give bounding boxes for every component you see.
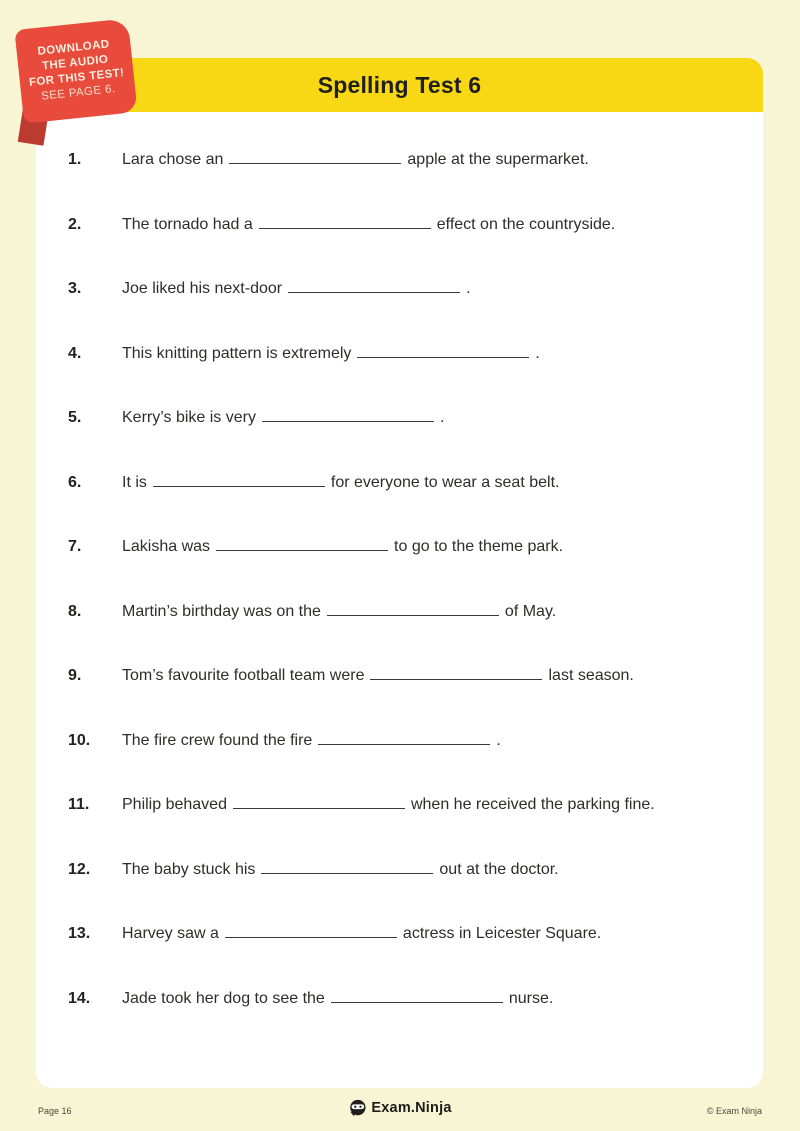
answer-blank-line [327,605,499,616]
question-text-after: nurse. [508,989,554,1007]
badge-text-line: FOR THIS TEST! [28,66,125,89]
question-text-after: actress in Leicester Square. [402,925,602,942]
question-row [68,406,733,429]
question-text-after: of May. [504,602,557,620]
question-text-after: last season. [548,667,634,684]
question-number: 7. [68,538,82,555]
copyright-text: © Exam Ninja [706,1106,762,1116]
question-row [68,148,733,171]
question-row [68,858,733,881]
question-text-before: Tom’s favourite football team were [122,667,365,684]
question-row [68,793,733,816]
page-title: Spelling Test 6 [317,71,482,98]
question-text [122,213,733,236]
question-text-after: . [439,409,445,426]
question-number: 1. [68,151,82,168]
answer-blank-line [259,218,431,229]
question-number: 14. [68,989,91,1007]
badge-text-subline: SEE PAGE 6. [40,83,116,103]
question-text-before: The baby stuck his [122,860,256,878]
question-number: 12. [68,860,91,878]
question-row [68,922,733,945]
question-text [122,793,733,816]
question-text [122,535,733,558]
answer-blank-line [370,669,542,680]
answer-blank-line [262,411,434,422]
question-row [68,600,733,623]
download-audio-badge [14,18,137,123]
question-text-before: Martin’s birthday was on the [122,602,321,620]
answer-blank-line [318,734,490,745]
badge-text-line: THE AUDIO [41,53,109,73]
question-number: 2. [68,215,82,233]
page-number: Page 16 [38,1106,72,1116]
badge-text-line: DOWNLOAD [37,38,111,58]
question-text-before: It is [122,473,147,491]
answer-blank-line [153,476,325,487]
question-text [122,987,733,1010]
question-text-before: Kerry’s bike is very [122,409,256,426]
question-text-after: for everyone to wear a seat belt. [330,473,560,491]
question-text-before: The fire crew found the fire [122,731,313,749]
question-text-before: Joe liked his next-door [122,280,283,297]
question-text-after: when he received the parking fine. [410,796,655,813]
worksheet-panel [36,58,763,1088]
question-text [122,342,733,365]
question-row [68,213,733,236]
answer-blank-line [357,347,529,358]
question-text-before: Lara chose an [122,151,224,168]
question-number: 3. [68,280,82,297]
brand-name: Exam.Ninja [371,1100,452,1116]
question-text-before: Philip behaved [122,796,227,813]
question-row [68,535,733,558]
question-row [68,342,733,365]
title-bar [36,58,763,112]
question-number: 5. [68,409,82,426]
page-footer [0,1098,800,1124]
question-row [68,471,733,494]
question-text-before: Jade took her dog to see the [122,989,325,1007]
question-number: 4. [68,344,82,362]
question-number: 11. [68,796,90,813]
question-text-before: Harvey saw a [122,925,219,942]
question-text [122,729,733,752]
answer-blank-line [288,282,460,293]
question-text [122,600,733,623]
question-row [68,729,733,752]
question-number: 6. [68,473,82,491]
question-number: 13. [68,925,91,942]
question-text-after: apple at the supermarket. [407,151,589,168]
answer-blank-line [229,153,401,164]
question-row [68,987,733,1010]
question-number: 10. [68,731,91,749]
question-text [122,277,733,300]
question-text [122,148,733,171]
question-text-before: Lakisha was [122,538,211,555]
answer-blank-line [261,863,433,874]
question-text-after: effect on the countryside. [436,215,616,233]
answer-blank-line [233,798,405,809]
question-text [122,664,733,687]
question-text-after: out at the doctor. [439,860,559,878]
question-text-after: . [535,344,540,362]
answer-blank-line [216,540,388,551]
question-number: 9. [68,667,82,684]
question-text [122,471,733,494]
brand-logo [348,1099,451,1117]
question-row [68,664,733,687]
question-text [122,922,733,945]
question-text [122,406,733,429]
answer-blank-line [225,927,397,938]
ninja-face-icon [348,1099,366,1117]
question-text-after: . [496,731,501,749]
question-text-after: . [466,280,471,297]
question-text-after: to go to the theme park. [394,538,564,555]
question-text-before: This knitting pattern is extremely [122,344,352,362]
answer-blank-line [331,992,503,1003]
question-text-before: The tornado had a [122,215,253,233]
question-text [122,858,733,881]
question-row [68,277,733,300]
question-list [36,112,763,1010]
question-number: 8. [68,602,82,620]
